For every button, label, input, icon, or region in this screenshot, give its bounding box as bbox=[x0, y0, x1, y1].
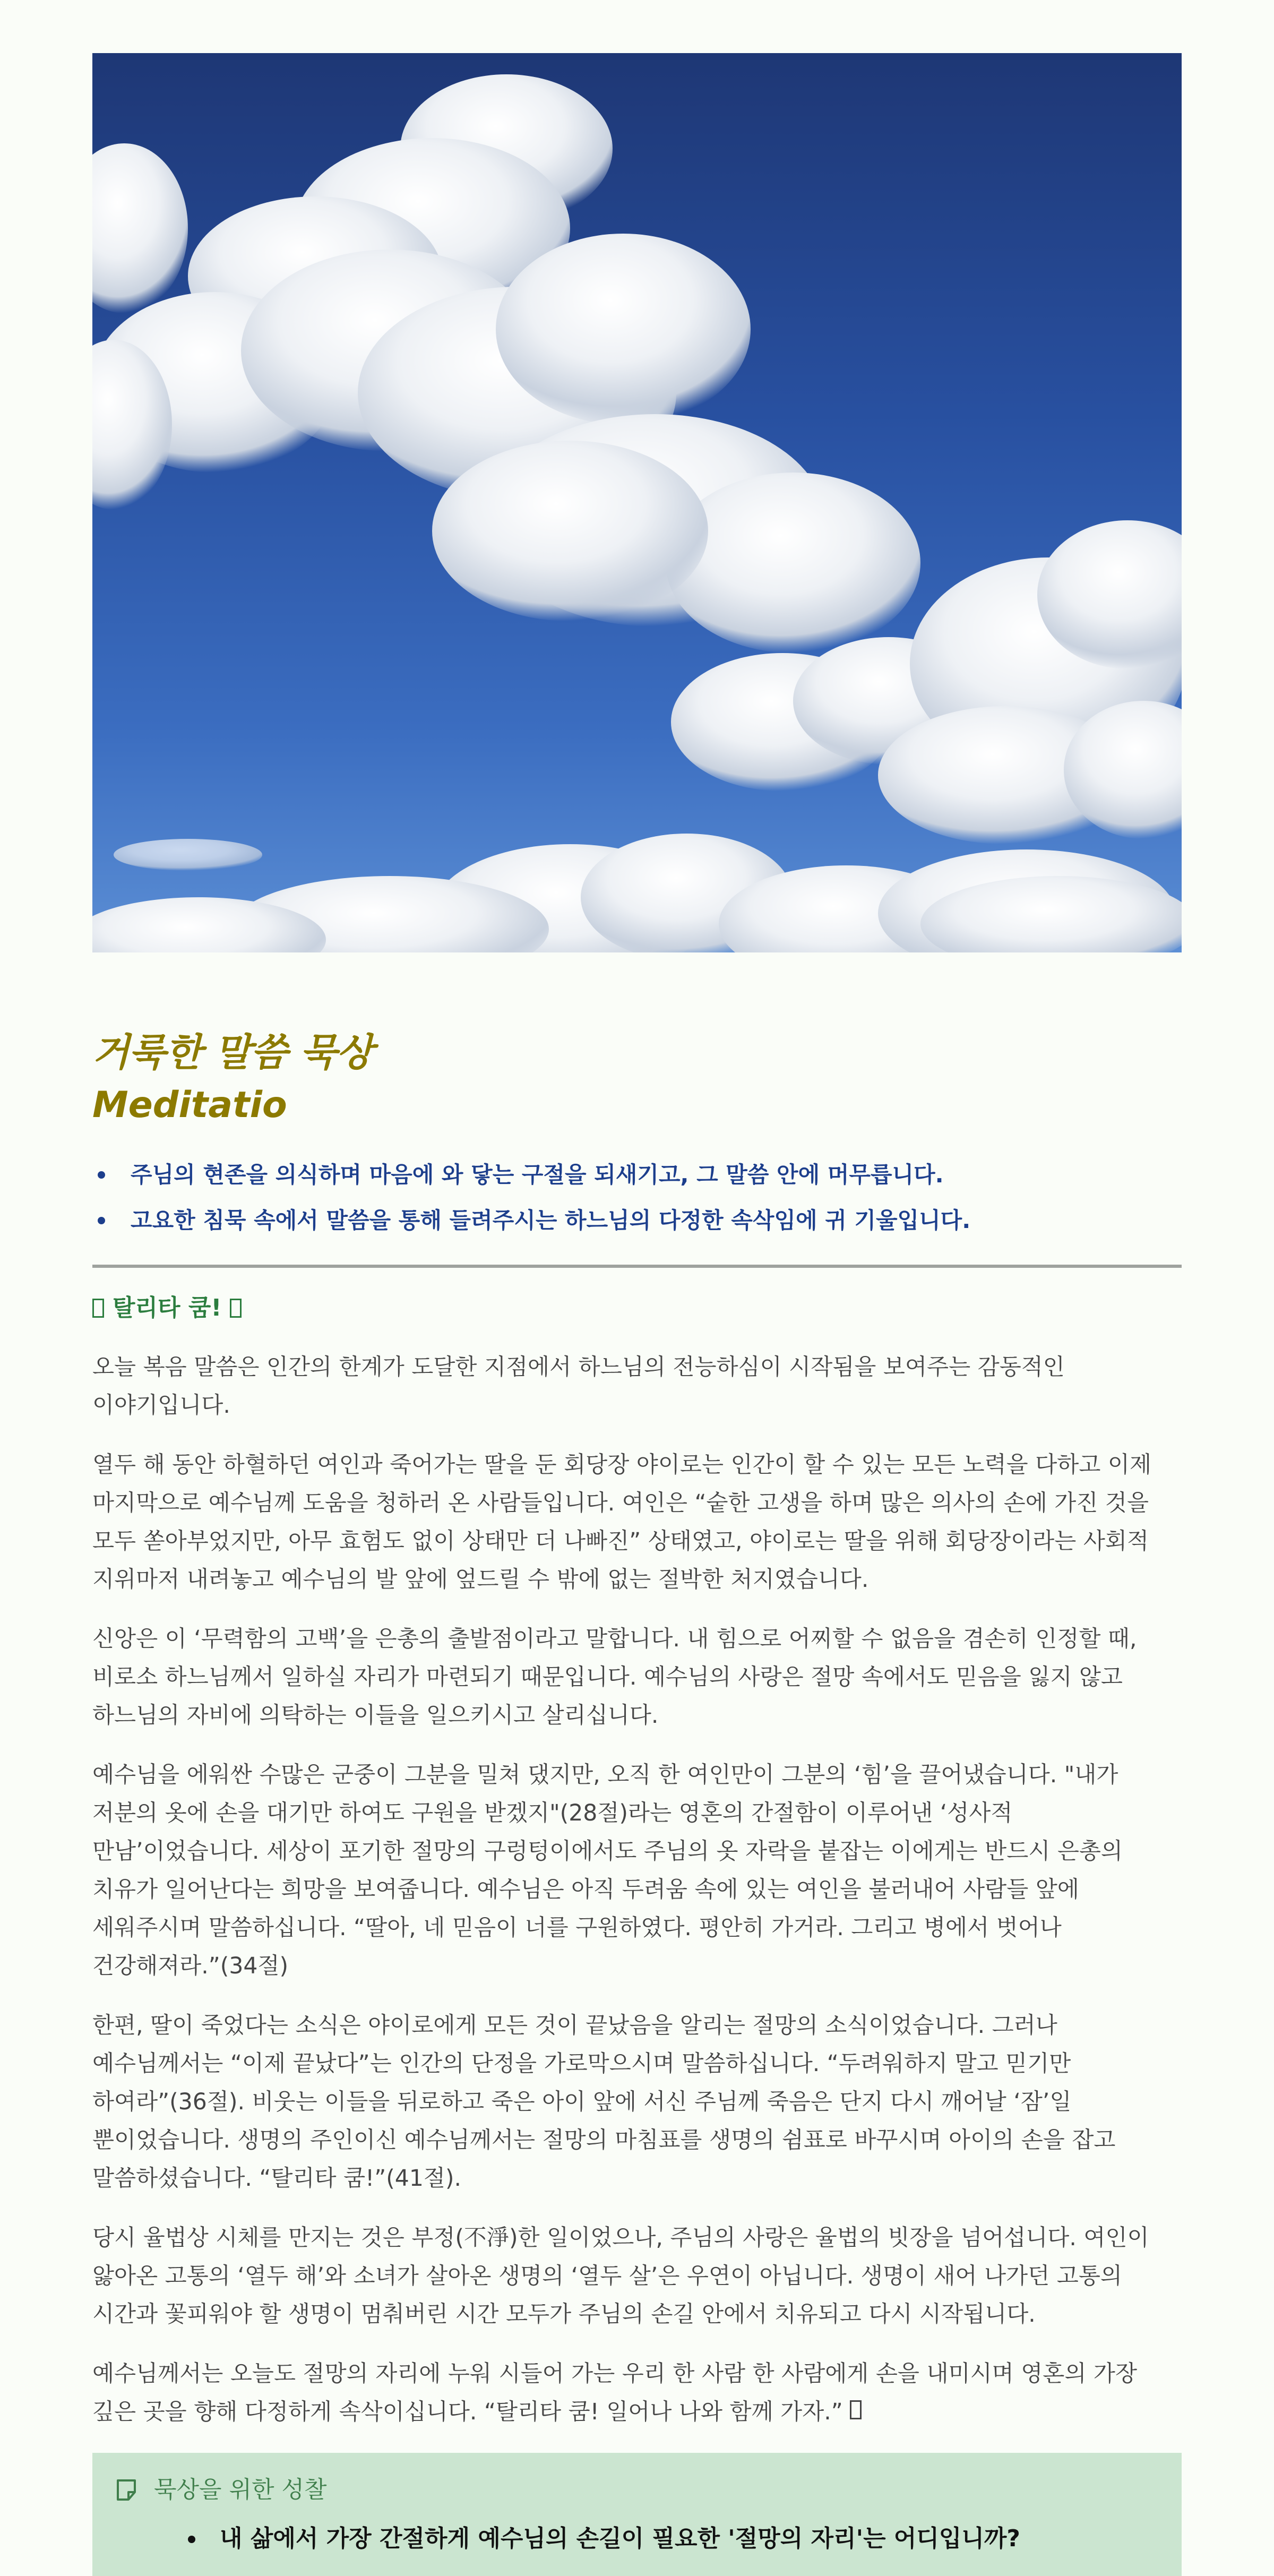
reflection-box bbox=[92, 2453, 1182, 2576]
hero-sky-image bbox=[92, 53, 1182, 952]
page-title-english: Meditatio bbox=[92, 1084, 287, 1126]
paragraph: 당시 율법상 시체를 만지는 것은 부정(不淨)한 일이었으나, 주님의 사랑은 율법의 빗장을 넘어섭니다. 여인이 앓아온 고통의 ‘열두 해’와 소녀가 살아온 생명의 ‘열두 살’은 우연이 아닙니다. 생명이 새어 나가던 고통의 시간과 꽃피워야 할 생명이 멈춰버린 시간 모두가 주님의 손길 안에서 치유되고 다시 시작됩니다. bbox=[92, 2225, 1149, 2328]
paragraph: 신앙은 이 ‘무력함의 고백’을 은총의 출발점이라고 말합니다. 내 힘으로 어찌할 수 없음을 겸손히 인정할 때, 비로소 하느님께서 일하실 자리가 마련되기 때문입니다. 예수님의 사랑은 절망 속에서도 믿음을 잃지 않고 하느님의 자비에 의탁하는 이들을 일으키시고 살리십니다. bbox=[92, 1626, 1137, 1729]
section-divider bbox=[92, 1265, 1182, 1268]
page-title-korean: 거룩한 말씀 묵상 bbox=[92, 1030, 373, 1075]
paragraph: 한편, 딸이 죽었다는 소식은 야이로에게 모든 것이 끝났음을 알리는 절망의 소식이었습니다. 그러나 예수님께서는 “이제 끝났다”는 인간의 단정을 가로막으시며 말씀하십니다. “두려워하지 말고 믿기만 하여라”(36절). 비웃는 이들을 뒤로하고 죽은 아이 앞에 서신 주님께 죽음은 단지 다시 깨어날 ‘잠’일 뿐이었습니다. 생명의 주인이신 예수님께서는 절망의 마침표를 생명의 쉼표로 바꾸시며 아이의 손을 잡고 말씀하셨습니다. “탈리타 쿰!”(41절). bbox=[92, 2013, 1116, 2192]
intro-list-item: 주님의 현존을 의식하며 마음에 와 닿는 구절을 되새기고, 그 말씀 안에 머무릅니다. bbox=[131, 1152, 1182, 1198]
sparkle-icon bbox=[92, 1299, 104, 1318]
intro-list bbox=[92, 1152, 1182, 1243]
reflection-question: 내 삶에서 가장 간절하게 예수님의 손길이 필요한 '절망의 자리'는 어디입니까? bbox=[220, 2518, 1160, 2560]
reflection-header bbox=[114, 2469, 1160, 2511]
paragraph: 오늘 복음 말씀은 인간의 한계가 도달한 지점에서 하느님의 전능하심이 시작됨을 보여주는 감동적인 이야기입니다. bbox=[92, 1354, 1065, 1419]
reflection-label: 묵상을 위한 성찰 bbox=[154, 2476, 327, 2503]
reflection-list bbox=[114, 2518, 1160, 2560]
paragraph-closing bbox=[92, 2355, 1182, 2432]
cloud-illustration bbox=[92, 53, 1182, 952]
intro-list-item: 고요한 침묵 속에서 말씀을 통해 들려주시는 하느님의 다정한 속삭임에 귀 기울입니다. bbox=[131, 1198, 1182, 1243]
section-heading bbox=[92, 1289, 1182, 1327]
closing-text: 예수님께서는 오늘도 절망의 자리에 누워 시들어 가는 우리 한 사람 한 사람에게 손을 내미시며 영혼의 가장 깊은 곳을 향해 다정하게 속삭이십니다. “탈리타 쿰! 일어나 나와 함께 가자.” bbox=[92, 2361, 1138, 2425]
emoji-icon bbox=[850, 2400, 862, 2419]
paragraph: 열두 해 동안 하혈하던 여인과 죽어가는 딸을 둔 회당장 야이로는 인간이 할 수 있는 모든 노력을 다하고 이제 마지막으로 예수님께 도움을 청하러 온 사람들입니다. 여인은 “숱한 고생을 하며 많은 의사의 손에 가진 것을 모두 쏟아부었지만, 아무 효험도 없이 상태만 더 나빠진” 상태였고, 야이로는 딸을 위해 회당장이라는 사회적 지위마저 내려놓고 예수님의 발 앞에 엎드릴 수 밖에 없는 절박한 처지였습니다. bbox=[92, 1452, 1152, 1593]
section-heading-label: 탈리타 쿰! bbox=[113, 1294, 222, 1321]
note-icon bbox=[114, 2477, 139, 2503]
paragraph: 예수님을 에워싼 수많은 군중이 그분을 밀쳐 댔지만, 오직 한 여인만이 그분의 ‘힘’을 끌어냈습니다. "내가 저분의 옷에 손을 대기만 하여도 구원을 받겠지"(28절)라는 영혼의 간절함이 이루어낸 ‘성사적 만남’이었습니다. 세상이 포기한 절망의 구렁텅이에서도 주님의 옷 자락을 붙잡는 이에게는 반드시 은총의 치유가 일어난다는 희망을 보여줍니다. 예수님은 아직 두려움 속에 있는 여인을 불러내어 사람들 앞에 세워주시며 말씀하십니다. “딸아, 네 믿음이 너를 구원하였다. 평안히 가거라. 그리고 병에서 벗어나 건강해져라.”(34절) bbox=[92, 1762, 1123, 1979]
sparkle-icon bbox=[230, 1299, 242, 1318]
page bbox=[92, 53, 1182, 2576]
